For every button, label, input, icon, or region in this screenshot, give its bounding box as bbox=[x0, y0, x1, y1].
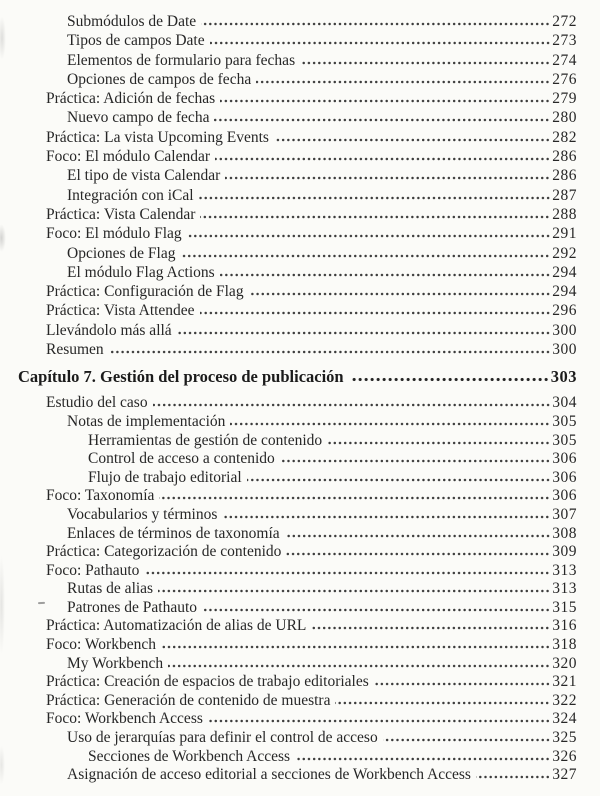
toc-entry-page-number: 276 bbox=[552, 70, 577, 88]
toc-entry-title: Tipos de campos Date bbox=[67, 32, 205, 50]
dot-leader bbox=[200, 215, 550, 219]
dot-leader bbox=[383, 738, 551, 742]
toc-entry-page-number: 291 bbox=[552, 225, 577, 243]
dot-leader bbox=[249, 292, 551, 296]
dot-leader bbox=[180, 254, 550, 258]
toc-entry-row bbox=[0, 321, 577, 340]
toc-entry-page-number: 313 bbox=[552, 580, 577, 598]
dot-leader bbox=[109, 350, 551, 354]
toc-entry-title: Práctica: Generación de contenido de muestra bbox=[46, 691, 331, 709]
dot-leader bbox=[161, 645, 550, 649]
toc-entry-title: Enlaces de términos de taxonomía bbox=[67, 524, 280, 542]
dot-leader bbox=[199, 196, 551, 200]
toc-entry-row bbox=[0, 301, 577, 320]
dot-leader bbox=[177, 331, 551, 335]
toc-entry-title: Nuevo campo de fecha bbox=[67, 109, 210, 127]
scan-artifact-smudge bbox=[0, 745, 5, 785]
toc-entry-row bbox=[0, 89, 577, 108]
toc-entry-row bbox=[0, 692, 577, 711]
dot-leader bbox=[476, 775, 550, 779]
scan-artifact-dash bbox=[38, 602, 45, 604]
toc-entry-row bbox=[0, 186, 577, 205]
toc-entry-title: Foco: Workbench Access bbox=[46, 710, 203, 728]
dot-leader bbox=[144, 571, 550, 575]
toc-entry-title: Integración con iCal bbox=[67, 186, 194, 204]
toc-entry-title: Resumen bbox=[46, 341, 104, 359]
toc-entry-page-number: 313 bbox=[552, 561, 577, 579]
toc-entry-row bbox=[0, 599, 577, 618]
dot-leader bbox=[202, 608, 550, 612]
toc-entry-page-number: 279 bbox=[552, 90, 577, 108]
toc-entry-page-number: 325 bbox=[552, 729, 577, 747]
toc-entry-page-number: 307 bbox=[552, 505, 577, 523]
toc-entry-row bbox=[0, 70, 577, 89]
toc-entry-title: Práctica: Creación de espacios de trabajo editoriales bbox=[46, 673, 369, 691]
toc-entry-row bbox=[0, 617, 577, 636]
dot-leader bbox=[335, 701, 550, 705]
toc-entry-page-number: 324 bbox=[552, 710, 577, 728]
chapter-heading-row bbox=[0, 365, 577, 389]
toc-entry-row bbox=[0, 580, 577, 599]
toc-entry-row bbox=[0, 51, 577, 70]
toc-entry-page-number: 273 bbox=[552, 32, 577, 50]
toc-entry-row bbox=[0, 244, 577, 263]
dot-leader bbox=[247, 478, 551, 482]
toc-entry-page-number: 306 bbox=[552, 450, 577, 468]
toc-entry-row bbox=[0, 432, 577, 451]
toc-entry-title: Secciones de Workbench Access bbox=[88, 747, 291, 765]
toc-entry-title: Práctica: Vista Calendar bbox=[46, 205, 196, 223]
toc-entry-row bbox=[0, 12, 577, 31]
toc-entry-title: Práctica: Adición de fechas bbox=[46, 90, 216, 108]
scan-artifact-smudge bbox=[0, 224, 6, 252]
toc-entry-page-number: 274 bbox=[552, 51, 577, 69]
toc-entry-row bbox=[0, 128, 577, 147]
toc-entry-title: Foco: Pathauto bbox=[46, 561, 140, 579]
toc-entry-row bbox=[0, 413, 577, 432]
toc-entry-page-number: 294 bbox=[552, 283, 577, 301]
toc-entry-title: El módulo Flag Actions bbox=[67, 263, 215, 281]
toc-entry-row bbox=[0, 729, 577, 748]
scan-artifact-smudge bbox=[0, 555, 5, 655]
toc-entry-row bbox=[0, 450, 577, 469]
toc-entry-title: Patrones de Pathauto bbox=[67, 598, 198, 616]
dot-leader bbox=[225, 176, 550, 180]
toc-entry-title: Elementos de formulario para fechas bbox=[67, 51, 296, 69]
dot-leader bbox=[286, 552, 550, 556]
toc-entry-title: Vocabularios y términos bbox=[67, 505, 218, 523]
toc-entry-title: Herramientas de gestión de contenido bbox=[88, 431, 323, 449]
toc-entry-title: Asignación de acceso editorial a secciones de Workbench Access bbox=[67, 766, 471, 784]
toc-entry-row bbox=[0, 147, 577, 166]
toc-entry-row bbox=[0, 487, 577, 506]
toc-entry-title: Opciones de campos de fecha bbox=[67, 70, 252, 88]
dot-leader bbox=[374, 682, 550, 686]
dot-leader bbox=[168, 664, 550, 668]
toc-entry-page-number: 318 bbox=[552, 636, 577, 654]
dot-leader bbox=[220, 273, 551, 277]
dot-leader bbox=[187, 234, 551, 238]
toc-entry-row bbox=[0, 766, 577, 785]
dot-leader bbox=[200, 311, 551, 315]
toc-section-top bbox=[0, 12, 577, 359]
toc-entry-title: Práctica: Automatización de alias de URL bbox=[46, 617, 307, 635]
dot-leader bbox=[210, 41, 551, 45]
dot-leader bbox=[311, 626, 550, 630]
toc-entry-title: My Workbench bbox=[67, 654, 164, 672]
toc-entry-title: Llevándolo más allá bbox=[46, 321, 172, 339]
dot-leader bbox=[350, 377, 549, 382]
toc-entry-title: Práctica: Vista Attendee bbox=[46, 302, 195, 320]
toc-entry-row bbox=[0, 282, 577, 301]
toc-entry-row bbox=[0, 224, 577, 243]
toc-entry-page-number: 272 bbox=[552, 13, 577, 30]
dot-leader bbox=[208, 719, 550, 723]
toc-entry-row bbox=[0, 469, 577, 488]
toc-entry-page-number: 327 bbox=[552, 766, 577, 784]
toc-entry-page-number: 308 bbox=[552, 524, 577, 542]
toc-entry-page-number: 305 bbox=[552, 412, 577, 430]
toc-entry-row bbox=[0, 710, 577, 729]
scan-artifact-smudge bbox=[0, 16, 6, 60]
toc-entry-page-number: 288 bbox=[552, 205, 577, 223]
toc-entry-title: El tipo de vista Calendar bbox=[67, 167, 221, 185]
dot-leader bbox=[201, 22, 550, 26]
toc-entry-page-number: 287 bbox=[552, 186, 577, 204]
toc-entry-page-number: 294 bbox=[552, 263, 577, 281]
toc-entry-title: Rutas de alias bbox=[67, 580, 154, 598]
dot-leader bbox=[230, 422, 550, 426]
toc-entry-row bbox=[0, 673, 577, 692]
toc-entry-row bbox=[0, 562, 577, 581]
dot-leader bbox=[295, 757, 550, 761]
toc-entry-row bbox=[0, 31, 577, 50]
toc-entry-page-number: 304 bbox=[552, 394, 577, 412]
toc-entry-page-number: 306 bbox=[552, 468, 577, 486]
toc-entry-page-number: 280 bbox=[552, 109, 577, 127]
toc-entry-title: Foco: El módulo Flag bbox=[46, 225, 182, 243]
toc-entry-title: Foco: El módulo Calendar bbox=[46, 148, 211, 166]
toc-entry-row bbox=[0, 108, 577, 127]
toc-entry-page-number: 300 bbox=[552, 341, 577, 359]
toc-entry-row bbox=[0, 748, 577, 767]
dot-leader bbox=[214, 118, 550, 122]
toc-entry-title: Opciones de Flag bbox=[67, 244, 176, 262]
toc-entry-title: Flujo de trabajo editorial bbox=[88, 468, 242, 486]
toc-entry-row bbox=[0, 506, 577, 525]
toc-entry-page-number: 286 bbox=[552, 167, 577, 185]
dot-leader bbox=[300, 61, 550, 65]
toc-entry-page-number: 321 bbox=[552, 673, 577, 691]
toc-entry-page-number: 300 bbox=[552, 321, 577, 339]
toc-entry-row bbox=[0, 205, 577, 224]
dot-leader bbox=[220, 99, 550, 103]
toc-entry-page-number: 326 bbox=[552, 747, 577, 765]
toc-entry-title: Notas de implementación bbox=[67, 412, 226, 430]
dot-leader bbox=[256, 80, 550, 84]
dot-leader bbox=[159, 496, 550, 500]
dot-leader bbox=[215, 157, 550, 161]
toc-entry-title: Práctica: Categorización de contenido bbox=[46, 543, 282, 561]
toc-section-chapter7 bbox=[0, 394, 577, 784]
toc-entry-page-number: 316 bbox=[552, 617, 577, 635]
toc-entry-title: Uso de jerarquías para definir el control de acceso bbox=[67, 729, 378, 747]
toc-entry-row bbox=[0, 394, 577, 413]
dot-leader bbox=[158, 589, 550, 593]
dot-leader bbox=[327, 441, 550, 445]
toc-entry-title: Control de acceso a contenido bbox=[88, 450, 275, 468]
toc-entry-page-number: 320 bbox=[552, 654, 577, 672]
chapter-heading-title: Capítulo 7. Gestión del proceso de publicación bbox=[18, 367, 344, 387]
toc-entry-page-number: 292 bbox=[552, 244, 577, 262]
toc-entry-row bbox=[0, 525, 577, 544]
toc-entry-page-number: 322 bbox=[552, 691, 577, 709]
toc-entry-page-number: 282 bbox=[552, 128, 577, 146]
toc-entry-title: Práctica: Configuración de Flag bbox=[46, 283, 244, 301]
dot-leader bbox=[285, 534, 551, 538]
toc-entry-title: Estudio del caso bbox=[46, 394, 148, 412]
chapter-heading-page-number: 303 bbox=[550, 367, 577, 387]
toc-entry-title: Práctica: La vista Upcoming Events bbox=[46, 128, 269, 146]
toc-entry-row bbox=[0, 263, 577, 282]
toc-entry-title: Foco: Taxonomía bbox=[46, 487, 155, 505]
toc-entry-row bbox=[0, 340, 577, 359]
toc-entry-row bbox=[0, 543, 577, 562]
toc-entry-row bbox=[0, 166, 577, 185]
toc-entry-page-number: 306 bbox=[552, 487, 577, 505]
toc-entry-row bbox=[0, 655, 577, 674]
toc-entry-title: Submódulos de Date bbox=[67, 13, 197, 30]
toc-entry-page-number: 305 bbox=[552, 431, 577, 449]
toc-entry-title: Foco: Workbench bbox=[46, 636, 156, 654]
toc-entry-page-number: 296 bbox=[552, 302, 577, 320]
dot-leader bbox=[222, 515, 550, 519]
dot-leader bbox=[274, 138, 550, 142]
toc-entry-row bbox=[0, 636, 577, 655]
toc-entry-page-number: 309 bbox=[552, 543, 577, 561]
dot-leader bbox=[280, 459, 550, 463]
toc-entry-page-number: 286 bbox=[552, 148, 577, 166]
dot-leader bbox=[153, 403, 551, 407]
toc-entry-page-number: 315 bbox=[552, 598, 577, 616]
